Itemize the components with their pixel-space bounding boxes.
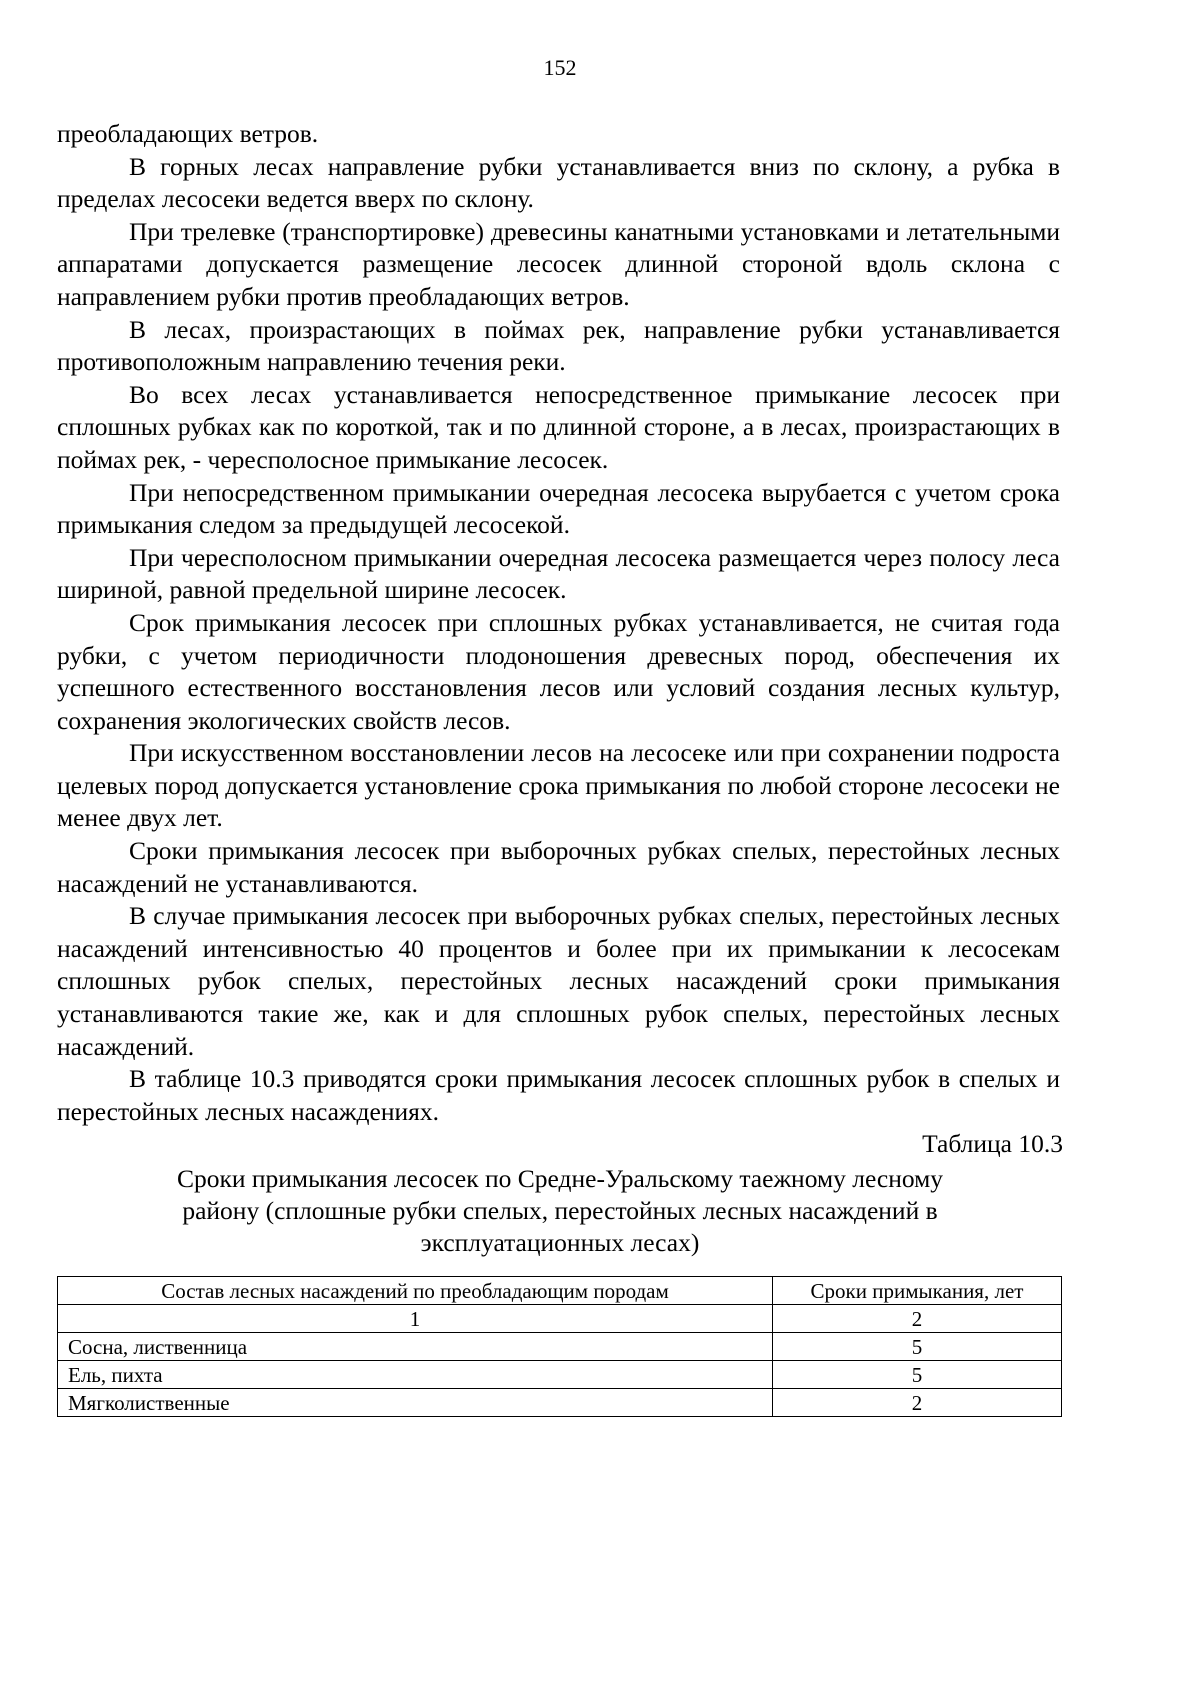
paragraph: Сроки примыкания лесосек при выборочных рубках спелых, перестойных лесных насаждений не устанавливаются. [57, 836, 1060, 898]
table-cell-species: Сосна, лиственница [58, 1333, 773, 1361]
table-caption [120, 1163, 1000, 1259]
paragraph: В горных лесах направление рубки устанавливается вниз по склону, а рубка в пределах лесосеки ведется вверх по склону. [57, 151, 1060, 214]
paragraph: Срок примыкания лесосек при сплошных рубках устанавливается, не считая года рубки, с учетом периодичности плодоношения древесных пород, обеспечения их успешного естественного восстановления лесов или условий создания лесных культур, сохранения экологических свойств лесов. [57, 607, 1060, 735]
paragraph: При трелевке (транспортировке) древесины канатными установками и летательными аппаратами допускается размещение лесосек длинной стороной вдоль склона с направлением рубки против преобладающих ветров. [57, 216, 1060, 311]
paragraph: В таблице 10.3 приводятся сроки примыкания лесосек сплошных рубок в спелых и перестойных лесных насаждениях. [57, 1064, 1060, 1126]
paragraph: Во всех лесах устанавливается непосредственное примыкание лесосек при сплошных рубках как по короткой, так и по длинной стороне, а в лесах, произрастающих в поймах рек, - чересполосное примыкание лесосек. [57, 379, 1060, 474]
paragraph: При непосредственном примыкании очередная лесосека вырубается с учетом срока примыкания следом за предыдущей лесосекой. [57, 477, 1060, 540]
table-column-number: 2 [773, 1305, 1062, 1333]
table-caption-line: Сроки примыкания лесосек по Средне-Уральскому таежному лесному [176, 1164, 944, 1193]
page-number: 152 [543, 55, 577, 80]
table-caption-line: району (сплошные рубки спелых, перестойных лесных насаждений в [182, 1196, 938, 1225]
table-header-cell: Сроки примыкания, лет [773, 1277, 1062, 1305]
table-column-number-row [58, 1305, 1062, 1333]
table-column-number: 1 [58, 1305, 773, 1333]
table-cell-years: 2 [773, 1389, 1062, 1417]
table-row [58, 1361, 1062, 1389]
table-caption-line: эксплуатационных лесах) [420, 1228, 700, 1257]
table-row [58, 1389, 1062, 1417]
table-cell-years: 5 [773, 1361, 1062, 1389]
paragraph: При чересполосном примыкании очередная лесосека размещается через полосу леса шириной, равной предельной ширине лесосек. [57, 542, 1060, 605]
body-text [57, 118, 1060, 1128]
table-cell-species: Ель, пихта [58, 1361, 773, 1389]
table-cell-years: 5 [773, 1333, 1062, 1361]
table-header-cell: Состав лесных насаждений по преобладающим породам [58, 1277, 773, 1305]
table-label: Таблица 10.3 [922, 1129, 1063, 1158]
table-header-row [58, 1277, 1062, 1305]
data-table [57, 1276, 1062, 1417]
paragraph: В случае примыкания лесосек при выборочных рубках спелых, перестойных лесных насаждений интенсивностью 40 процентов и более при их примыкании к лесосекам сплошных рубок спелых, перестойных лесных насаждений сроки примыкания устанавливаются такие же, как и для сплошных рубок спелых, перестойных лесных насаждений. [57, 901, 1060, 1061]
table-cell-species: Мягколиственные [58, 1389, 773, 1417]
table-row [58, 1333, 1062, 1361]
paragraph: преобладающих ветров. [57, 119, 319, 148]
paragraph: При искусственном восстановлении лесов на лесосеке или при сохранении подроста целевых пород допускается установление срока примыкания по любой стороне лесосеки не менее двух лет. [57, 738, 1060, 833]
paragraph: В лесах, произрастающих в поймах рек, направление рубки устанавливается противоположным направлению течения реки. [57, 314, 1060, 377]
